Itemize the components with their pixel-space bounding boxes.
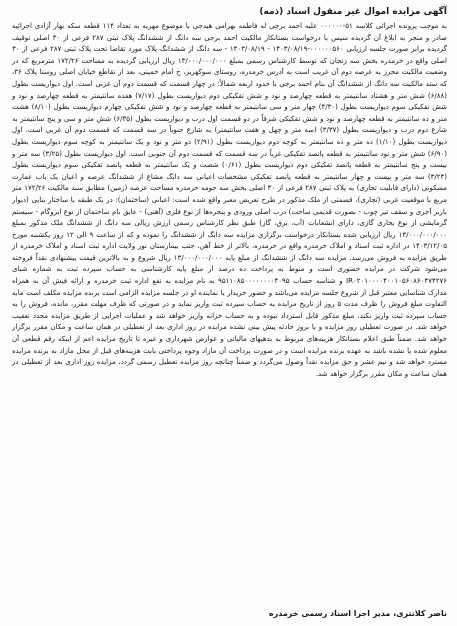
notice-body: به موجب پرونده اجرائی کلاسه ۵۱-۰۰۰۰۰۰ علیه احمد برجی له فاطمه بهرامی هیدجی با موضوع مهریه به تعداد ۱۱۴ قطعه سکه بهار آزادی اجرائیه صادر و منجر به ابلاغ آن گردیده سپس با درخواست بستانکار مالکیت احمد برجی سه دانگ از ششدانگ پلاک ثبتی ۲۸۷ فرعی از ۳۰ اصلی توقیف گردیده برابر صورت جلسه ارزیابی ۰۰۰۰۰۰۵۶۰-۱۴۰۳/۰۸/۱۹ - ۱۴۰۳/۰۸/۱۹ - سه دانگ از ششدانگ پلاک مورد تقاضا تحت پلاک ثبتی ۲۸۷ فرعی از ۳۰ اصلی واقع در خرمدره بخش سه زنجان که توسط کارشناس رسمی بمبلغ ۱۳/۰۰۰/۰۰۰/۰۰۰ ریال ارزیابی گردیده به مساحت ۱۷۲/۲۶ مترمربع که در وضعیت مالکیت محرز به عرصه دوم آن غریب است به آدرس خرمدره، روستای سوکهریز، خ امام خمینی، بعد از تقاطع خیابان اصلی روستا پلاک ۳۶، که سند مالکیت سه دانگ از ششدانگ آن بنام احمد برجی با حدود اربعه شمالاً: در چهار قسمت که قسمت دوم آن غربی است. اول دیواریست بطول (۶/۸۸) شش متر و هشتاد سانتیمتر به قطعه چهارصد و نود و شش تفکیکی دوم دیواریست بطول (۷/۱۷) هفده سانتیمتر به قطعه چهارصد و نود و شش تفکیکی سوم دیواریست بطول (۴/۳۰) چهار متر و سی سانتیمتر به قطعه چهارصد و نود و شش تفکیکی چهارم دیواریست بطول (۸/۱۰) هشت متر و ده سانتیمتر به قطعه چهارصد و نود و شش تفکیکی شرقاً در دو قسمت اول درب و دیواریست بطول (۶/۳۵) شش متر و سی و پنج سانتیمتر به شارع دوم درب و دیواریست بطول (۳/۳۷) (سه متر و چهل و هفت سانتیمتر) به شارع جنوباً در سه قسمت که قسمت دوم آن غربی است. اول دیواریست بطول (۱/۱۰) ده متر و ده سانتیمتر به کوچه دوم دیواریست بطول (۲/۹۱) دو متر و نود و یک سانتیمتر به کوچه سوم دیواریست بطول (۶/۹۰) شش متر و نود سانتیمتر به قطعه پانصد تفکیکی غرباً در سه قسمت که قسمت دوم آن جنوبی است. اول دیواریست بطول (۳/۲۵) سه متر و بیست و پنج سانتیمتر به قطعه پانصد تفکیکی دوم دیواریست بطول (۰/۶۱) شصت و یک سانتیمتر به قطعه پانصد تفکیکی سوم دیواریست بطول (۳/۲۴) سه متر و بیست و چهار سانتیمتر به قطعه پانصد تفکیکی مشخصات اعیانی سه دانگ مشاع از ششدانگ عرصه و اعیان یک باب عمارت مسکونی (دارای قابلیت تجاری) به پلاک ثبتی ۲۸۷ فرعی از ۳۰ اصلی بخش سه حومه خرمدره مساحت عرصه (زمین) مطابق سند مالکیت ۱۷۲/۲۶ متر مربع با موقعیت غربی (تجاری)، قسمتی از ملک مذکور در طرح تعریض معبر واقع شده است: اعیانی (ساختمان): در یک طبقه با ساختار بنایی (دیوار باربر آجری و سقف تیر چوب - بصورت قدیمی ساخت) درب اصلی ورودی و پنجره‌ها از نوع فلزی (آهنی) - عایق بام ساختمان از نوع ایزوگام - سیستم گرمایشی از نوع بخاری گازی، دارای انشعابات (آب، برق، گاز) طبق نظر کارشناس رسمی ارزش ریالی سه دانگ از ششدانگ ملک مذکور بمبلغ ۱۳/۰۰۰/۰۰۰/۰۰۰ ریال ارزیابی شده بستانکار درخواست برگزاری مزایده سه دانگ از ششدانگ را نموده و که از ساعت ۹ الی ۱۲ روز یکشنبه مورخ ۱۴۰۳/۱۲/۰۵ در اداره ثبت اسناد و املاک خرمدره واقع در خرمدره، بالاتر از خط آهن، جنب بیمارستان نور ولایت اداره ثبت اسناد و املاک خرمدره از طریق مزایده به فروش می‌رسد. مزایده سه دانگ از ششدانگ از مبلغ پایه ۱۳/۰۰۰/۰۰۰/۰۰۰ ریال شروع و به بالاترین قیمت پیشنهادی نقداً فروخته می‌شود شرکت در مزایده حضوری است و منوط به پرداخت ده درصد از مبلغ پایه کارشناسی به حساب سپرده ثبت به شماره شبای IR۰۲۰۱۰۰۰۰۴۰۰۱۰۵۶۰۸۶۰۴۷۴۲۷۶ و شناسه حساب ۹۵۱۱۰۸۵۰۰۰۰۰۰۰۰۴۰۹۵ به نام مزایده به نفع اداره ثبت خرمدره و ارائه فیش آن به همراه مدارک شناسایی معتبر قبل از شروع جلسه مزایده می‌باشد و حضور خریدار یا نماینده او در جلسه مزایده الزامی است برنده مزایده مکلف است مابه التفاوت مبلغ فروش را ظرف مدت ۵ روز از تاریخ مزایده به حساب سپرده ثبت واریز نماید و در صورتی که ظرف مهلت مقرر، مانده، فروش را به حساب سپرده ثبت واریز نکند، مبلغ مذکور قابل استرداد نبوده و به حساب خزانه واریز خواهد شد و عملیات اجرایی از طریق مزایده مجدد تعقیب خواهد شد. در صورت تعطیلی روز مزایده و یا بروز حادثه پیش بینی نشده مزایده در روز اداری بعد از تعطیلی در همان ساعت و مکان مقرر برگزار خواهد شد. ضمناً طبق اعلام بستانکار هزینه‌های مربوط به بدهیهای مالیاتی و عوارض شهرداری و غیره تا تاریخ مزایده اعم از اینکه رقم قطعی آن معلوم شده یا نشده باشد به عهده برنده مزایده است و در صورت پرداخت آن مازاد وجوه پرداختی بابت هزینه‌های قبل از محل مازاد به برنده مزایده مسترد خواهد شد و نیم عشر و حق مزایده نقداً وصول می‌گردد و ضمناً چنانچه روز مزایده تعطیل رسمی گردد، مزایده روز اداری بعد از تعطیلی در همان ساعت و مکان مقرر برگزار خواهد شد. — [12, 22, 448, 378]
notice-title: آگهی مزایده اموال غیر منقول اسناد (ذمه) — [259, 7, 447, 17]
notice-signature: ناصر کلانتری، مدیر اجرا اسناد رسمی خرمدره — [268, 609, 447, 618]
